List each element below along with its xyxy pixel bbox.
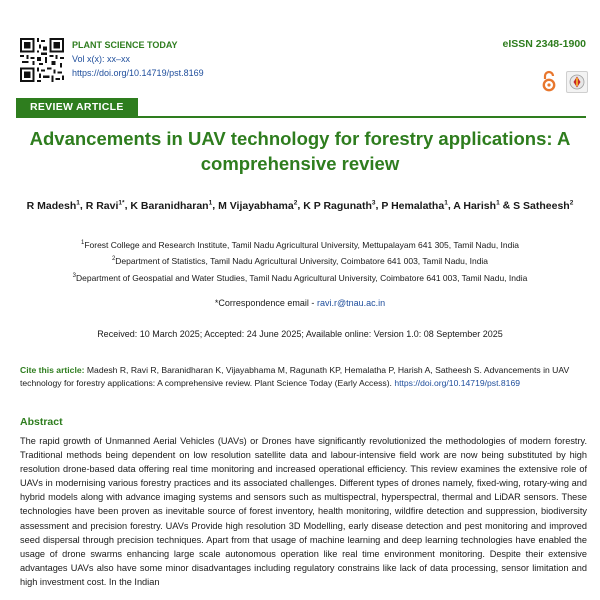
correspondence-line [10,298,590,308]
author-affiliation-mark: 1* [118,199,125,206]
author [27,200,80,212]
header-divider [16,116,586,118]
author [513,200,573,212]
citation-doi-link[interactable]: https://doi.org/10.14719/pst.8169 [394,378,521,388]
affiliation-mark: 1 [80,240,85,246]
author-affiliation-mark: 2 [293,199,298,206]
affiliation-mark: 3 [72,272,76,279]
author-affiliation-mark: 2 [569,199,574,206]
author-name: K P Ragunath [303,199,372,212]
publication-dates: Received: 10 March 2025; Accepted: 24 June 2025; Available online: Version 1.0: 08 September 2025 [97,329,503,339]
author-affiliation-mark: 3 [371,199,376,206]
author [303,200,375,212]
author-affiliation-mark: 1 [208,199,213,206]
author-list: R Madesh$^1$, R Ravi$^{1*}$, K Baranidharan$^1$, M Vijayabhama$^2$, K P Ragunath$^3$, P Hemalatha$^1$, A Harish$^1$ & S Satheesh$^2$ [26,199,574,212]
affiliation [10,236,590,252]
correspondence-email[interactable]: ravi.r@tnau.ac.in [316,298,386,308]
author-name: R Ravi [85,199,119,212]
article-title: Advancements in UAV technology for forestry applications: A comprehensive review [29,128,571,174]
crossmark-icon[interactable] [566,71,588,93]
open-access-icon[interactable] [541,70,557,92]
author-affiliation-mark: 1 [76,199,80,206]
author [86,200,125,212]
doi-link[interactable]: https://doi.org/10.14719/pst.8169 [72,68,204,78]
affiliation-text: Forest College and Research Institute, Tamil Nadu Agricultural University, Mettupalayam 641 305, Tamil Nadu, India [84,239,519,250]
citation-text: Madesh R, Ravi R, Baranidharan K, Vijayabhama M, Ragunath KP, Hemalatha P, Harish A, Satheesh S. Advancements in UAV technology for forestry applications: A comprehensive review. Plant Science Today (Early Access). [20,365,570,388]
affiliation [10,269,590,285]
author [130,200,212,212]
abstract-heading: Abstract [20,416,63,428]
author-name: S Satheesh [513,199,570,212]
author-name: P Hemalatha [381,199,445,212]
affiliation [10,252,590,268]
citation-label: Cite this article: [20,365,85,375]
journal-name: PLANT SCIENCE TODAY [72,40,178,50]
journal-volume: Vol x(x): xx–xx [72,54,131,64]
affiliation-text: Department of Statistics, Tamil Nadu Agricultural University, Coimbatore 641 003, Tamil Nadu, India [115,256,489,267]
author-name: A Harish [453,199,497,212]
author [218,200,297,212]
journal-info [72,38,204,80]
author-affiliation-mark: 1 [444,199,448,206]
issn: eISSN 2348-1900 [502,38,586,50]
abstract-text: The rapid growth of Unmanned Aerial Vehicles (UAVs) or Drones have significantly revolutionized the methodologies of modern forestry. Traditional methods being dependent on low resolution satellite data and labour-intensive field work are now being substituted by high resolution drone-based data offering real time monitoring and increased operational efficiency. This review examines the extensive role of UAVs in modernising various forestry practices and its associated challenges. Different types of drones namely, fixed-wing, rotary-wing and hybrid models along with advance imaging systems and sensors such as multispectral, hyperspectral, thermal and LiDAR sensors. These technologies have been proven as inevitable source of forest inventory, health monitoring, wildfire detection and suppression, biodiversity assessment and precision forestry. UAVs Provide high resolution 3D Modelling, early disease detection and pest monitoring and improved seed dispersal through precision techniques. Apart from that usage of machine learning and deep learning technologies have enabled the usage of drone swarms enhancing large scale autonomous operation like real time environment monitoring. Despite their extensive advantages UAVs also have some minor disadvantages including regulatory constrains like lack of data processing, sensor limitation and high investment cost. In the Indian [20,436,587,587]
author [381,200,447,212]
author [453,200,499,212]
citation-block [20,364,582,390]
author-name: K Baranidharan [130,199,209,212]
article-type-badge: REVIEW ARTICLE [16,98,138,116]
author-name: M Vijayabhama [218,199,294,212]
qr-code-icon [20,38,64,82]
author-name: R Madesh [26,199,77,212]
affiliation-text: Department of Geospatial and Water Studies, Tamil Nadu Agricultural University, Coimbatore 641 003, Tamil Nadu, India [75,272,528,283]
affiliation-mark: 2 [111,256,116,263]
affiliation-list [10,236,590,285]
author-affiliation-mark: 1 [496,199,500,206]
correspondence-label: *Correspondence email - [214,298,315,308]
